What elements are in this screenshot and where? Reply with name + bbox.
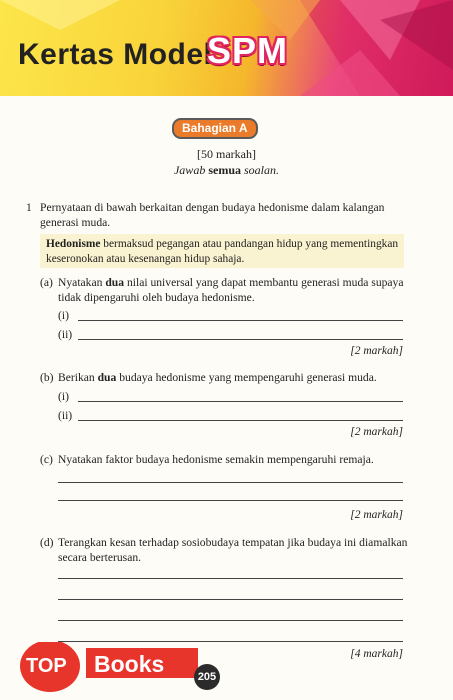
section-instruction: Jawab semua soalan. — [173, 163, 280, 177]
part-d-label: (d) — [40, 536, 54, 549]
part-b-sub-ii: (ii) — [58, 409, 73, 422]
part-b-sub-i: (i) — [58, 390, 69, 403]
topbooks-logo — [10, 642, 210, 700]
page-title: Kertas Model — [18, 38, 213, 71]
page-number: 205 — [194, 664, 220, 690]
part-a-sub-i: (i) — [58, 309, 69, 322]
logo-books-text: Books — [94, 651, 165, 677]
part-d-text: Terangkan kesan terhadap sosiobudaya tempatan jika budaya ini diamalkan secara berterusan. — [58, 536, 408, 564]
part-c-marks: [2 markah] — [350, 509, 403, 521]
logo-top-text: TOP — [26, 655, 67, 677]
part-c-label: (c) — [40, 453, 53, 466]
answer-line[interactable] — [78, 420, 403, 421]
answer-line[interactable] — [58, 482, 403, 483]
answer-line[interactable] — [78, 401, 403, 402]
answer-line[interactable] — [58, 500, 403, 501]
section-marks: [50 markah] — [197, 147, 256, 161]
part-b-marks: [2 markah] — [350, 426, 403, 438]
header-banner — [0, 0, 453, 96]
part-a-label: (a) — [40, 276, 53, 289]
answer-line[interactable] — [78, 320, 403, 321]
answer-line[interactable] — [58, 578, 403, 579]
page-title-accent: SPM — [207, 30, 289, 71]
definition-text: Hedonisme bermaksud pegangan atau pandangan hidup yang mementingkan keseronokan atau kesenangan hidup sahaja. — [46, 238, 399, 265]
part-a-sub-ii: (ii) — [58, 328, 73, 341]
part-b-label: (b) — [40, 371, 54, 384]
question-intro: Pernyataan di bawah berkaitan dengan budaya hedonisme dalam kalangan generasi muda. — [40, 201, 385, 229]
answer-line[interactable] — [58, 599, 403, 600]
answer-line[interactable] — [78, 339, 403, 340]
part-c-text: Nyatakan faktor budaya hedonisme semakin mempengaruhi remaja. — [58, 453, 374, 466]
part-a-marks: [2 markah] — [350, 345, 403, 357]
part-d-marks: [4 markah] — [350, 648, 403, 660]
section-badge: Bahagian A — [172, 118, 258, 139]
answer-line[interactable] — [58, 620, 403, 621]
question-number: 1 — [26, 201, 32, 214]
part-a-text: Nyatakan dua nilai universal yang dapat membantu generasi muda supaya tidak dipengaruhi oleh budaya hedonisme. — [58, 276, 404, 304]
part-b-text: Berikan dua budaya hedonisme yang mempengaruhi generasi muda. — [58, 371, 377, 384]
